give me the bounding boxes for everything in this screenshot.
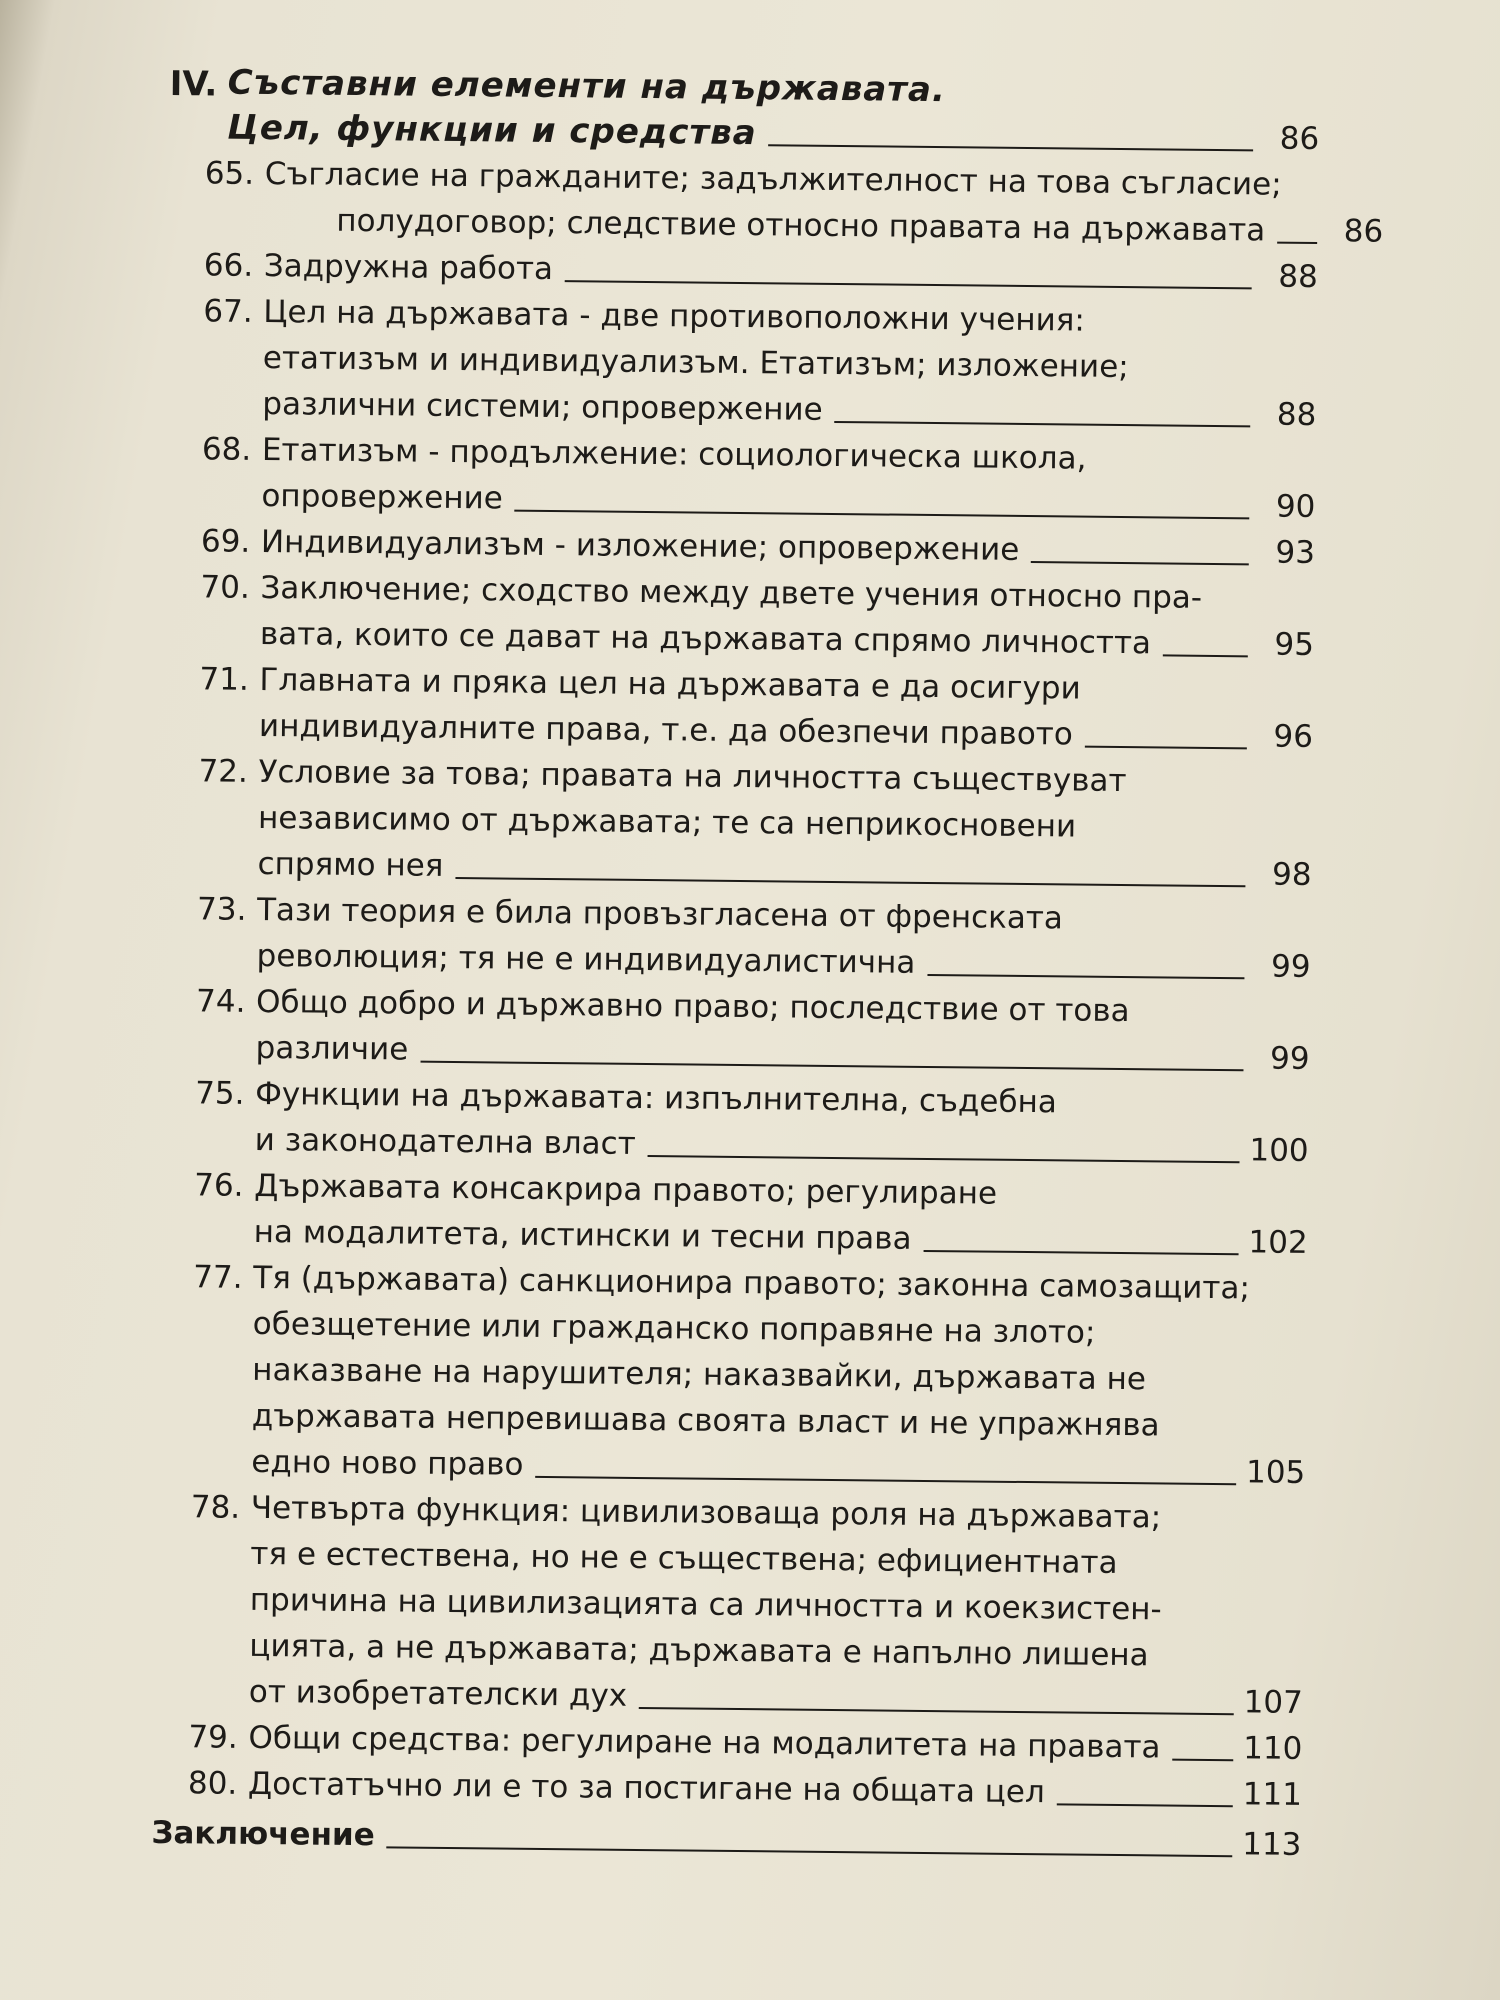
entry-text-line: полудоговор; следствие относно правата на държавата: [336, 202, 1266, 249]
conclusion-label: Заключение: [151, 1814, 375, 1854]
entry-page-number: 86: [1343, 213, 1384, 250]
dot-leader: [420, 1061, 1243, 1072]
toc-entry: [164, 564, 1315, 668]
entry-number: 72.: [198, 753, 249, 790]
entry-number: 74.: [195, 983, 246, 1020]
entry-page-number: 105: [1245, 1454, 1306, 1491]
entry-page-number: 100: [1249, 1132, 1309, 1169]
entry-number: 78.: [190, 1489, 241, 1526]
entry-text-line: Цел на държавата - две противоположни учения:: [263, 293, 1086, 339]
dot-leader: [1277, 242, 1317, 244]
entry-text-line: различни системи; опровержение: [262, 385, 823, 428]
entry-text-line: Държавата консакрира правото; регулиране: [254, 1167, 998, 1212]
entry-page-number: 107: [1243, 1684, 1304, 1721]
toc-entry: [155, 1254, 1307, 1496]
entry-number: 71.: [199, 661, 250, 698]
dot-leader: [1057, 1803, 1233, 1807]
entry-page-number: 90: [1275, 488, 1316, 526]
dot-leader: [927, 974, 1244, 979]
entry-text-line: революция; тя не е индивидуалистична: [256, 937, 916, 981]
conclusion-row: [151, 1810, 1301, 1868]
entry-page-number: 95: [1274, 626, 1315, 664]
toc-entry: [157, 1162, 1308, 1266]
entry-number: 73.: [196, 891, 247, 928]
entry-page-number: 88: [1278, 258, 1318, 296]
entry-page-number: 102: [1248, 1224, 1308, 1261]
entry-text-line: независимо от държавата; те са неприкосновени: [257, 799, 1077, 845]
entry-last-line: [248, 1761, 1302, 1818]
entry-page-number: 110: [1243, 1730, 1303, 1767]
toc-entry: [153, 1484, 1305, 1726]
entry-text-line: Индивидуализъм - изложение; опровержение: [260, 523, 1020, 568]
toc-entry: [159, 978, 1310, 1082]
entry-number: 67.: [203, 293, 253, 330]
section-page-number: 86: [1279, 120, 1320, 158]
entry-number: 70.: [200, 569, 250, 606]
entry-text-line: тя е естествена, но не е съществена; ефициентната: [250, 1535, 1118, 1582]
entry-number: 79.: [188, 1719, 238, 1756]
dot-leader: [1085, 746, 1247, 750]
entry-page-number: 111: [1242, 1776, 1303, 1813]
dot-leader: [515, 510, 1250, 520]
dot-leader: [1031, 561, 1249, 565]
table-of-contents: [151, 60, 1384, 1868]
entry-number: 76.: [194, 1167, 244, 1204]
conclusion-page-number: 113: [1242, 1826, 1302, 1863]
dot-leader: [769, 144, 1254, 151]
entry-text-line: от изобретателски дух: [248, 1673, 628, 1714]
entry-text-line: Задружна работа: [263, 247, 554, 288]
toc-entry: [163, 656, 1314, 760]
entry-text-line: Общи средства: регулиране на модалитета на правата: [248, 1719, 1161, 1766]
dot-leader: [387, 1846, 1233, 1857]
entry-text-line: Тя (държавата) санкционира правото; законна самозащита;: [253, 1259, 1251, 1307]
entry-text-line: Условие за това; правата на личността съществуват: [258, 753, 1127, 800]
entry-text-line: спрямо нея: [257, 845, 444, 884]
entry-page-number: 98: [1271, 856, 1312, 893]
entry-text-line: едно ново право: [251, 1443, 524, 1483]
dot-leader: [1163, 654, 1248, 657]
entry-page-number: 88: [1276, 396, 1317, 434]
dot-leader: [455, 877, 1245, 887]
entry-number: 80.: [187, 1765, 238, 1802]
entry-text-line: цията, а не държавата; държавата е напълно лишена: [249, 1627, 1149, 1674]
entry-text-line: вата, които се дават на държавата спрямо личността: [259, 615, 1152, 662]
entry-text-line: Главната и пряка цел на държавата е да осигури: [259, 661, 1081, 707]
entry-text-line: Общо добро и държавно право; последствие от това: [255, 983, 1130, 1030]
toc-entry: [158, 1070, 1309, 1174]
entry-text-line: етатизъм и индивидуализъм. Етатизъм; изложение;: [262, 339, 1129, 386]
toc-entry: [161, 748, 1312, 898]
entry-text-line: Етатизъм - продължение: социологическа школа,: [261, 431, 1087, 477]
section-title-line1: Съставни елементи на държавата.: [227, 62, 947, 111]
entry-number: 75.: [194, 1075, 245, 1112]
dot-leader: [923, 1250, 1238, 1255]
entry-number: 65.: [204, 155, 255, 192]
dot-leader: [565, 280, 1252, 289]
entry-text-line: на модалитета, истински и тесни права: [253, 1213, 912, 1257]
entry-text-line: опровержение: [261, 477, 504, 517]
entry-text-line: наказване на нарушителя; наказвайки, държавата не: [252, 1351, 1147, 1398]
dot-leader: [639, 1707, 1234, 1715]
section-title-line2: Цел, функции и средства: [227, 107, 757, 154]
section-heading: [169, 60, 1320, 162]
entry-text-line: различие: [255, 1029, 409, 1068]
entry-text-line: обезщетение или гражданско поправяне на злото;: [252, 1305, 1096, 1351]
entry-number: 66.: [203, 247, 254, 284]
entry-number: 77.: [193, 1259, 243, 1296]
entry-text-line: Функции на държавата: изпълнителна, съдебна: [254, 1075, 1058, 1121]
entry-text-line: индивидуалните права, т.е. да обезпечи правото: [258, 707, 1073, 753]
entry-page-number: 93: [1275, 534, 1316, 572]
dot-leader: [835, 421, 1251, 427]
entry-text-line: Тази теория е била провъзгласена от френската: [256, 891, 1064, 937]
entry-text-line: и законодателна власт: [254, 1121, 636, 1162]
toc-entry: [166, 288, 1317, 438]
dot-leader: [1172, 1759, 1233, 1762]
entry-text-line: Съгласие на гражданите; задължителност на това съгласие;: [264, 156, 1282, 203]
entry-text-line: държавата непревишава своята власт и не упражнява: [251, 1397, 1160, 1444]
dot-leader: [535, 1476, 1236, 1485]
entry-text-line: причина на цивилизацията са личността и коекзистен-: [249, 1581, 1162, 1628]
entry-number: 68.: [201, 431, 252, 468]
section-numeral: IV.: [169, 63, 218, 105]
entry-page-number: 96: [1273, 718, 1314, 756]
entry-page-number: 99: [1270, 948, 1311, 985]
entry-text-line: Четвърта функция: цивилизоваща роля на държавата;: [250, 1489, 1162, 1536]
entry-list: [152, 150, 1384, 1818]
toc-entry: [160, 886, 1311, 990]
toc-entry: [168, 150, 1384, 254]
entry-text-line: Достатъчно ли е то за постигане на общата цел: [247, 1765, 1045, 1811]
dot-leader: [648, 1155, 1240, 1163]
entry-page-number: 99: [1269, 1040, 1310, 1077]
entry-text-line: Заключение; сходство между двете учения относно пра-: [260, 569, 1203, 616]
entry-number: 69.: [200, 523, 251, 560]
toc-entry: [165, 426, 1316, 530]
